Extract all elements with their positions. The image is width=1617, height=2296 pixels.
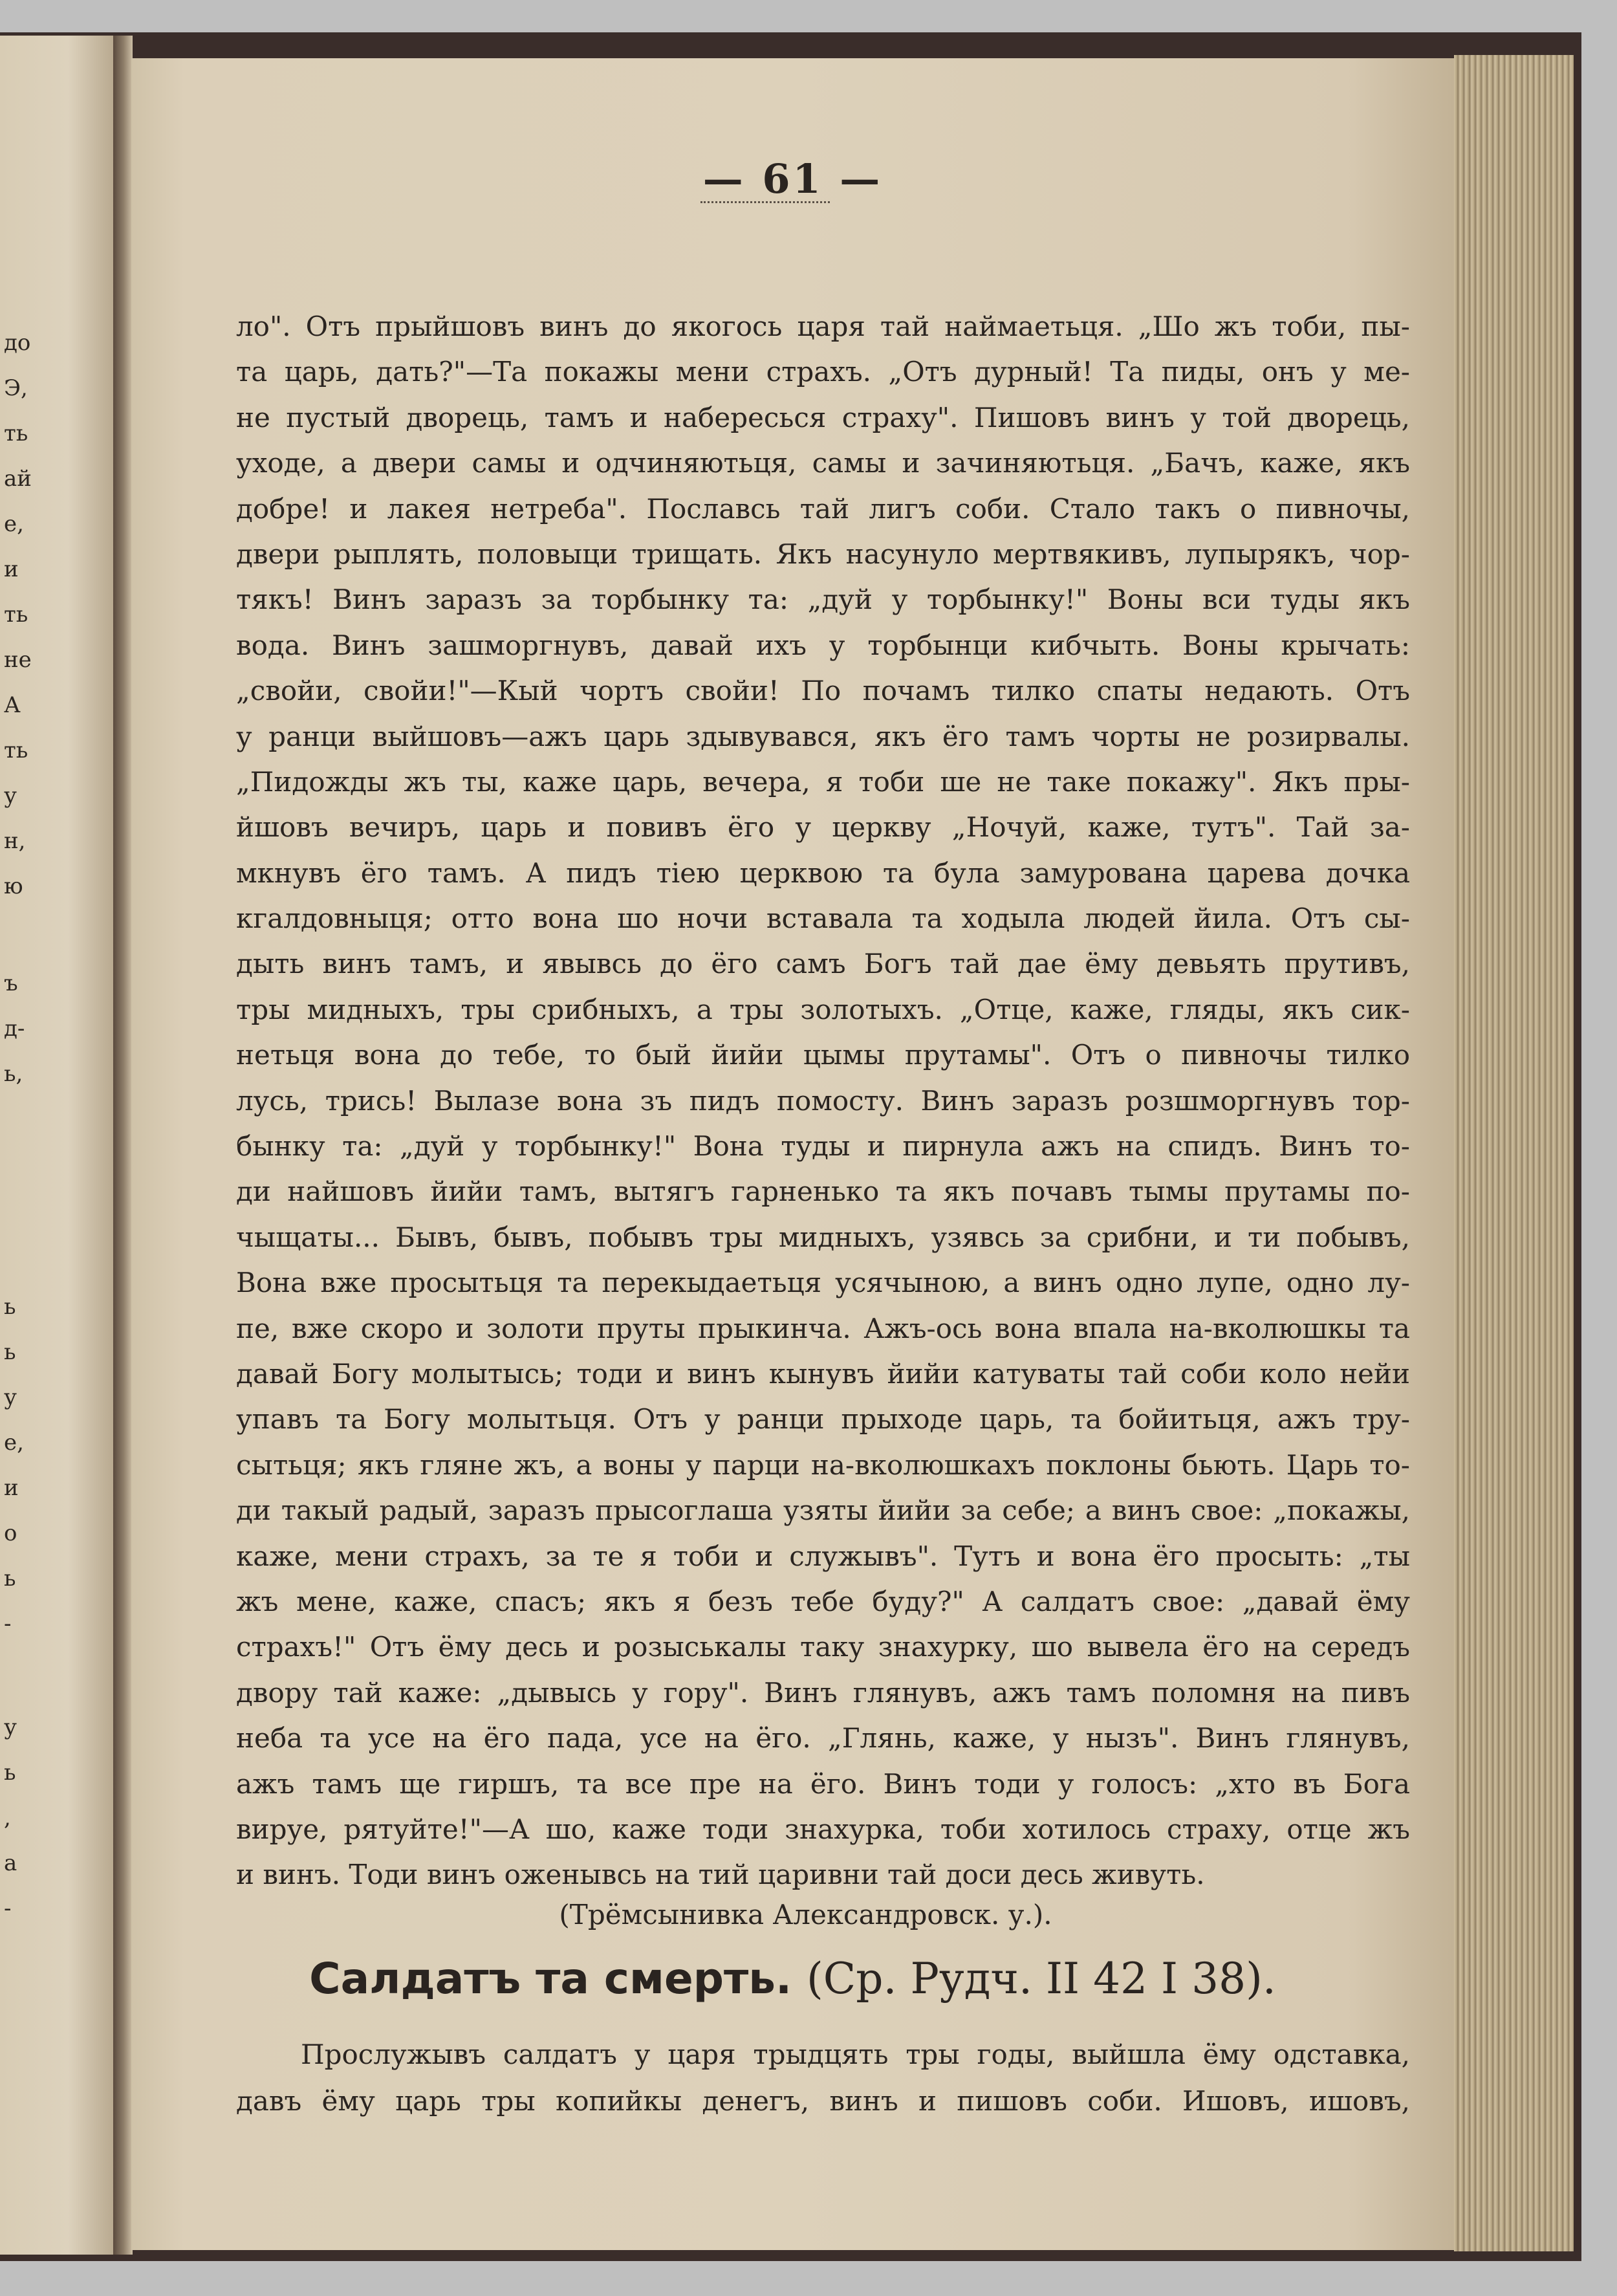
story-heading: [131, 1954, 1454, 2004]
text-line: кгалдовныця; отто вона шо ночи вставала та ходыла людей йила. Отъ сы-: [236, 902, 1410, 935]
left-page-edge: [0, 36, 113, 2255]
text-line: давай Богу молытысь; тоди и винъ кынувъ йийи катуваты тай соби коло нейи: [236, 1357, 1410, 1390]
text-line: тякъ! Винъ заразъ за торбынку та: „дуй у торбынку!" Воны вси туды якъ: [236, 584, 1410, 616]
text-line: вируе, рятуйте!"—А шо, каже тоди знахурка, тоби хотилось страху, отце жъ: [236, 1813, 1410, 1845]
left-page-fragment: у: [4, 1714, 17, 1740]
text-line: „Пидожды жъ ты, каже царь, вечера, я тоби ше не таке покажу". Якъ пры-: [236, 765, 1410, 798]
left-page-fragment: е,: [4, 511, 24, 537]
left-page-fragment: о: [4, 1520, 17, 1546]
text-line: каже, мени страхъ, за те я тоби и служывъ". Тутъ и вона ёго просыть: „ты: [236, 1540, 1410, 1572]
text-line: „свойи, свойи!"—Кый чортъ свойи! По почамъ тилко спаты недають. Отъ: [236, 675, 1410, 707]
text-line: вода. Винъ зашморгнувъ, давай ихъ у торбынци кибчыть. Воны крычать:: [236, 629, 1410, 661]
text-line: давъ ёму царь тры копийкы денегъ, винъ и пишовъ соби. Ишовъ, ишовъ,: [236, 2085, 1410, 2117]
left-page-fragment: -: [4, 1611, 12, 1637]
text-line: ло". Отъ прыйшовъ винъ до якогось царя тай наймаетьця. „Шо жъ тоби, пы-: [236, 311, 1410, 342]
text-line: чыщаты... Бывъ, бывъ, побывъ тры мидныхъ, узявсь за срибни, и ти побывъ,: [236, 1221, 1410, 1253]
story-title: Салдатъ та смерть.: [309, 1954, 792, 2004]
text-line: ди такый радый, заразъ прысоглаша узяты йийи за себе; а винъ свое: „покажы,: [236, 1494, 1410, 1527]
next-story-text: [236, 2031, 1410, 2125]
text-line: не пустый дворець, тамъ и набересься страху". Пишовъ винъ у той дворець,: [236, 401, 1410, 433]
text-line: бынку та: „дуй у торбынку!" Вона туды и пирнула ажъ на спидъ. Винъ то-: [236, 1130, 1410, 1163]
left-page-fragment: ,: [4, 1805, 11, 1831]
text-line: тры мидныхъ, тры срибныхъ, а тры золотыхъ. „Отце, каже, гляды, якъ сик-: [236, 993, 1410, 1025]
left-page-fragment: ть: [4, 421, 28, 446]
left-page-fragment: до: [4, 330, 31, 356]
left-page-fragment: у: [4, 783, 17, 809]
left-page-fragment: ь,: [4, 1061, 23, 1087]
book-page: [131, 58, 1454, 2250]
text-line: лусь, трись! Вылазе вона зъ пидъ помосту. Винъ заразъ розшморгнувъ тор-: [236, 1084, 1410, 1117]
left-page-fragment: ь: [4, 1566, 16, 1591]
left-page-fragment: ь: [4, 1294, 16, 1320]
book-gutter: [113, 36, 133, 2255]
story-text: [236, 304, 1410, 1898]
left-page-fragment: Э,: [4, 375, 28, 401]
text-line: жъ мене, каже, спасъ; якъ я безъ тебе буду?" А салдатъ свое: „давай ёму: [236, 1585, 1410, 1617]
text-line: пе, вже скоро и золоти пруты прыкинча. Ажъ-ось вона впала на-вколюшкы та: [236, 1312, 1410, 1344]
text-line: двери рыплять, половыци трищать. Якъ насунуло мертвякивъ, лупырякъ, чор-: [236, 538, 1410, 570]
story-reference: (Ср. Рудч. II 42 I 38).: [807, 1954, 1276, 2004]
text-line: уходе, а двери самы и одчиняютьця, самы и зачиняютьця. „Бачъ, каже, якъ: [236, 447, 1410, 479]
text-line: дыть винъ тамъ, и явывсь до ёго самъ Богъ тай дае ёму девьять прутивъ,: [236, 948, 1410, 980]
left-page-fragment: и: [4, 556, 19, 582]
text-line: двору тай каже: „дывысь у гору". Винъ глянувъ, ажъ тамъ поломня на пивъ: [236, 1676, 1410, 1709]
left-page-fragment: е,: [4, 1430, 24, 1456]
left-page-fragment: н,: [4, 828, 26, 854]
text-line: нетьця вона до тебе, то бый йийи цымы прутамы". Отъ о пивночы тилко: [236, 1039, 1410, 1071]
left-page-fragment: ть: [4, 738, 28, 763]
page-edges: [1454, 55, 1574, 2251]
left-page-fragment: а: [4, 1850, 17, 1876]
page-number-underline: [700, 197, 830, 203]
text-line: и винъ. Тоди винъ оженывсь на тий царивни тай доси десь живуть.: [236, 1859, 1205, 1891]
left-page-fragment: и: [4, 1475, 19, 1501]
source-note: (Трёмсынивка Александровск. у.).: [559, 1899, 1052, 1930]
left-page-fragment: у: [4, 1384, 17, 1410]
text-line: у ранци выйшовъ—ажъ царь здывувався, якъ ёго тамъ чорты не розирвалы.: [236, 720, 1410, 752]
left-page-fragment: ь: [4, 1339, 16, 1365]
text-line: неба та усе на ёго пада, усе на ёго. „Глянь, каже, у нызъ". Винъ глянувъ,: [236, 1722, 1410, 1755]
text-line: Прослужывъ салдатъ у царя трыдцять тры годы, выйшла ёму одставка,: [301, 2039, 1410, 2070]
text-line: Вона вже просытьця та перекыдаетьця усячыною, а винъ одно лупе, одно лу-: [236, 1267, 1410, 1299]
text-line: ажъ тамъ ще гиршъ, та все пре на ёго. Винъ тоди у голосъ: „хто въ Бога: [236, 1767, 1410, 1800]
page-number: — 61 —: [702, 155, 883, 202]
left-page-fragment: ъ: [4, 970, 18, 996]
left-page-fragment: ть: [4, 602, 28, 628]
left-page-fragment: не: [4, 647, 32, 673]
left-page-fragment: ь: [4, 1760, 16, 1786]
left-page-fragment: д-: [4, 1016, 25, 1042]
text-line: йшовъ вечиръ, царь и повивъ ёго у церкву „Ночуй, каже, тутъ". Тай за-: [236, 811, 1410, 844]
left-page-fragment: ю: [4, 873, 23, 899]
text-line: страхъ!" Отъ ёму десь и розыськалы таку знахурку, шо вывела ёго на середъ: [236, 1631, 1410, 1663]
text-line: ди найшовъ йийи тамъ, вытягъ гарненько та якъ почавъ тымы прутамы по-: [236, 1175, 1410, 1208]
left-page-fragment: -: [4, 1896, 12, 1921]
left-page-fragment: ай: [4, 466, 32, 492]
text-line: упавъ та Богу молытьця. Отъ у ранци прыходе царь, та бойитьця, ажъ тру-: [236, 1403, 1410, 1436]
left-page-fragment: А: [4, 692, 21, 718]
text-line: сытьця; якъ гляне жъ, а воны у парци на-вколюшкахъ поклоны бьють. Царь то-: [236, 1449, 1410, 1481]
text-line: мкнувъ ёго тамъ. А пидъ тіею церквою та була замурована царева дочка: [236, 857, 1410, 889]
text-line: добре! и лакея нетреба". Пославсь тай лигъ соби. Стало такъ о пивночы,: [236, 492, 1410, 525]
text-line: та царь, дать?"—Та покажы мени страхъ. „Отъ дурный! Та пиды, онъ у ме-: [236, 356, 1410, 388]
